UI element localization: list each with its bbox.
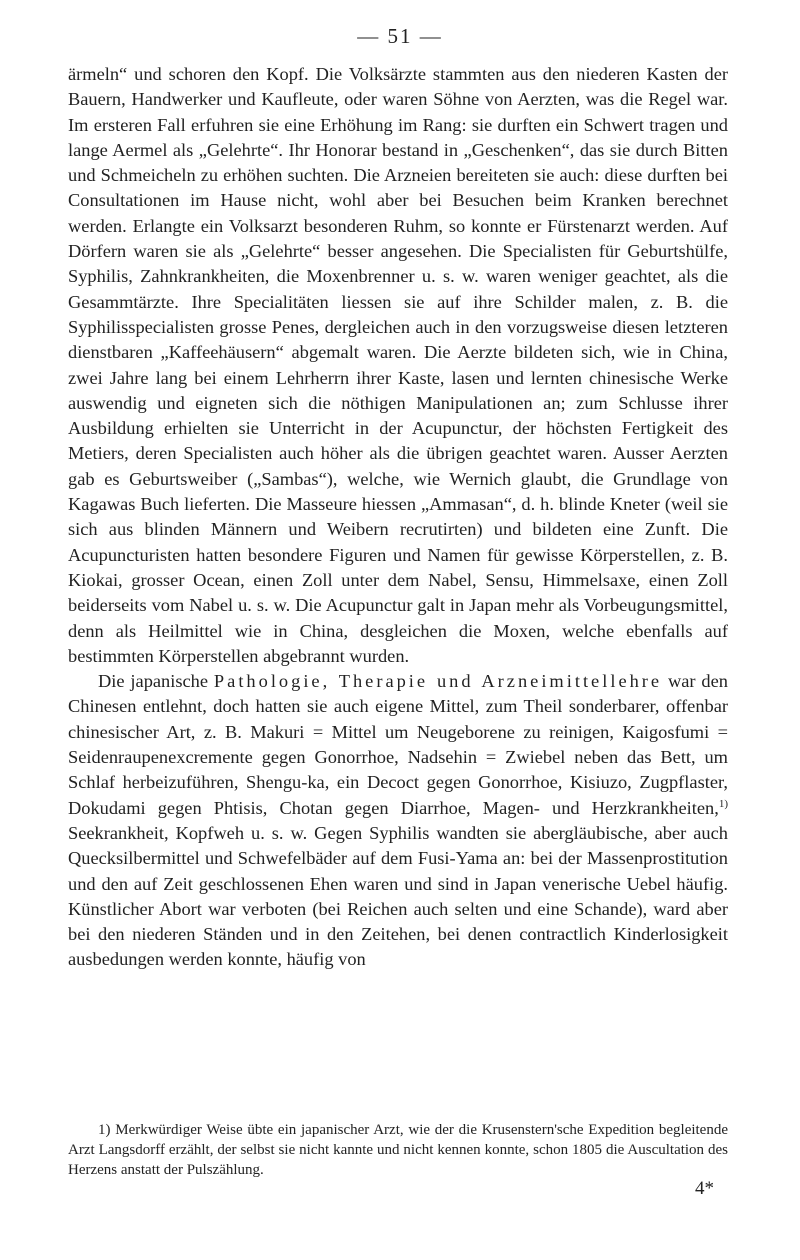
footnotes: [68, 1120, 728, 1180]
page-number: — 51 —: [357, 24, 443, 48]
paragraph-2-end: Seekrankheit, Kopfweh u. s. w. Gegen Syphilis wandten sie abergläubische, aber auch Quecksilbermittel und Schwefelbäder auf dem Fusi-Yama an: bei der Massenprostitution und den auf Zeit geschlossenen Ehen waren und sind in Japan venerische Uebel häufig. Künstlicher Abort war verboten (bei Reichen auch selten und eine Schande), ward aber bei den niederen Ständen und in den Zeitehen, bei denen contractlich Kinderlosigkeit ausbedungen werden konnte, häufig von: [68, 822, 728, 970]
paragraph-2: [68, 669, 728, 973]
footnote-reference: 1): [718, 797, 728, 810]
footnote-1: 1) Merkwürdiger Weise übte ein japanischer Arzt, wie der die Krusenstern'sche Expedition begleitende Arzt Langsdorff erzählt, der selbst sie nicht kannte und nicht kennen konnte, schon 1805 die Auscultation des Herzens anstatt der Pulszählung.: [68, 1122, 728, 1178]
paragraph-1: ärmeln“ und schoren den Kopf. Die Volksärzte stammten aus den niederen Kasten der Bauern, Handwerker und Kaufleute, oder waren Söhne von Aerzten, was die Regel war. Im ersteren Fall erfuhren sie eine Erhöhung im Rang: sie durften ein Schwert tragen und lange Aermel als „Gelehrte“. Ihr Honorar bestand in „Geschenken“, das sie durch Bitten und Schmeicheln zu erhöhen suchten. Die Arzneien bereiteten sie auch: diese durften bei Consultationen im Hause nicht, wohl aber bei Besuchen beim Kranken berechnet werden. Erlangte ein Volksarzt besonderen Ruhm, so konnte er Fürstenarzt werden. Auf Dörfern waren sie als „Gelehrte“ besser angesehen. Die Specialisten für Geburtshülfe, Syphilis, Zahnkrankheiten, die Moxenbrenner u. s. w. waren weniger geachtet, als die Gesammtärzte. Ihre Specialitäten liessen sie auf ihre Schilder malen, z. B. die Syphilisspecialisten grosse Penes, dergleichen auch in den vorzugsweise diesen letzteren dienstbaren „Kaffeehäusern“ abgemalt waren. Die Aerzte bildeten sich, wie in China, zwei Jahre lang bei einem Lehrherrn ihrer Kaste, lasen und lernten chinesische Werke auswendig und eigneten sich die nöthigen Manipulationen an; zum Schlusse ihrer Ausbildung erhielten sie Unterricht in der Acupunctur, der höchsten Fertigkeit des Metiers, deren Specialisten auch höher als die übrigen geachtet waren. Ausser Aerzten gab es Geburtsweiber („Sambas“), welche, wie Wernich glaubt, die Grundlage von Kagawas Buch lieferten. Die Masseure hiessen „Ammasan“, d. h. blinde Kneter (weil sie sich aus blinden Männern und Weibern recrutirten) und bildeten eine Zunft. Die Acupuncturisten hatten besondere Figuren und Namen für gewisse Körperstellen, z. B. Kiokai, grosser Ocean, einen Zoll unter dem Nabel, Sensu, Himmelsaxe, einen Zoll beiderseits vom Nabel u. s. w. Die Acupunctur galt in Japan mehr als Vorbeugungsmittel, denn als Heilmittel wie in China, desgleichen die Moxen, welche ebenfalls auf bestimmten Körperstellen abgebrannt wurden.: [68, 64, 728, 666]
signature-mark: 4*: [695, 1178, 714, 1199]
main-text: [68, 62, 728, 973]
spaced-heading-terms: Pathologie, Therapie und Arzneimittellehre: [213, 671, 663, 692]
paragraph-2-rest: war den Chinesen entlehnt, doch hatten sie auch eigene Mittel, zum Theil sonderbarer, offenbar chinesischer Art, z. B. Makuri = Mittel um Neugeborene zu reinigen, Kaigosfumi = Seidenraupenexcremente gegen Gonorrhoe, Nadsehin = Zwiebel neben das Bett, um Schlaf herbeizuführen, Shengu-ka, ein Decoct gegen Gonorrhoe, Kisiuzo, Zugpflaster, Dokudami gegen Phtisis, Chotan gegen Diarrhoe, Magen- und Herzkrankheiten,: [68, 671, 728, 818]
paragraph-2-start: Die japanische: [98, 671, 209, 692]
